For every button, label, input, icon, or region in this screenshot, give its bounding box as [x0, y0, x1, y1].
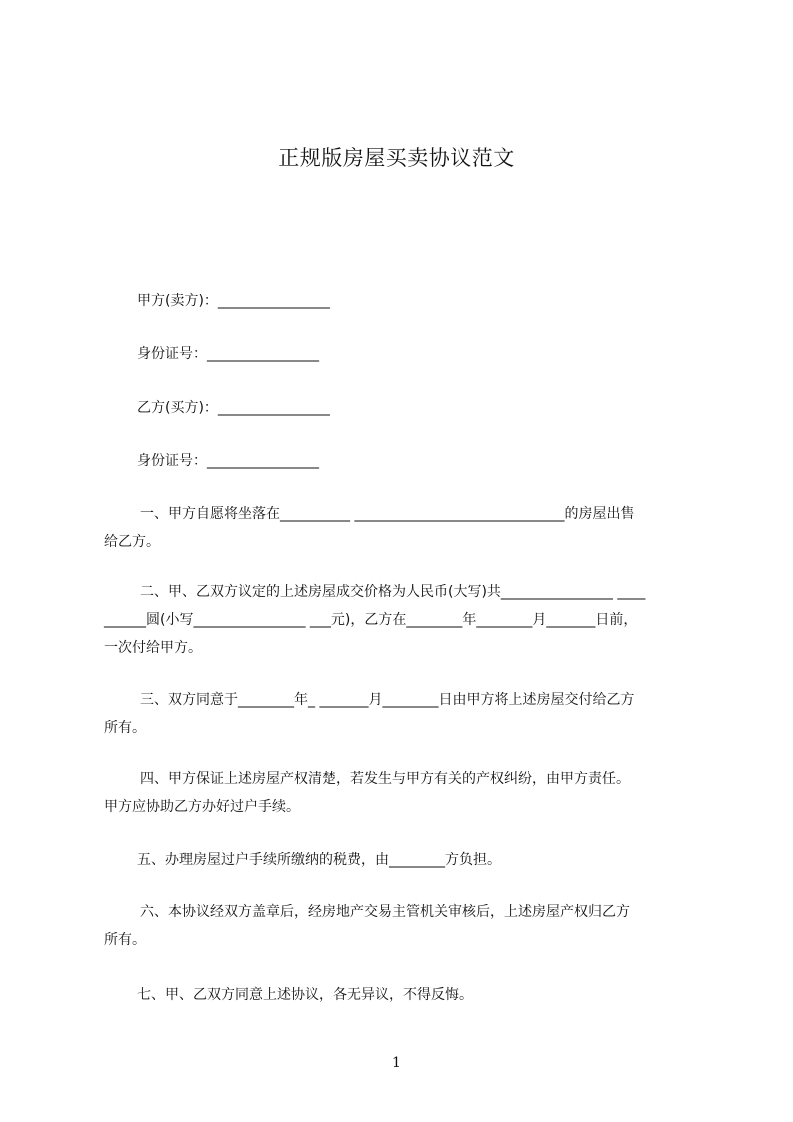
buyer-id-field: 身份证号：________________ — [137, 453, 319, 469]
clause-2 — [104, 578, 704, 662]
clause-5 — [104, 846, 704, 874]
clause-4 — [104, 765, 704, 821]
clause-3 — [104, 686, 704, 742]
document-title: 正规版房屋买卖协议范文 — [278, 146, 515, 170]
clause-2-line-2: ______圆(小写________________ ___元)，乙方在________年________月_______日前， — [104, 612, 638, 628]
seller-field: 甲方(卖方)：________________ — [137, 293, 330, 309]
clause-4-line-2: 甲方应协助乙方办好过户手续。 — [104, 799, 300, 815]
page-number: 1 — [392, 1055, 401, 1071]
clause-2-line-3: 一次付给甲方。 — [104, 640, 202, 656]
clause-3-line-1: 三、双方同意于________年_ _______月________日由甲方将上述房屋交付给乙方 — [140, 692, 635, 708]
seller-id-field: 身份证号：________________ — [137, 346, 319, 362]
clause-7-line-1: 七、甲、乙双方同意上述协议，各无异议，不得反悔。 — [137, 987, 473, 1003]
clause-1-line-2: 给乙方。 — [104, 534, 160, 550]
clause-7 — [104, 981, 704, 1009]
buyer-field: 乙方(买方)：________________ — [137, 400, 330, 416]
clause-3-line-2: 所有。 — [104, 720, 146, 736]
clause-1 — [104, 500, 704, 556]
clause-2-line-1: 二、甲、乙双方议定的上述房屋成交价格为人民币(大写)共________________ ____ — [140, 584, 646, 600]
clause-6-line-1: 六、本协议经双方盖章后，经房地产交易主管机关审核后，上述房屋产权归乙方 — [140, 904, 630, 920]
clause-6 — [104, 898, 704, 954]
clause-4-line-1: 四、甲方保证上述房屋产权清楚，若发生与甲方有关的产权纠纷，由甲方责任。 — [140, 771, 630, 787]
clause-1-line-1: 一、甲方自愿将坐落在__________ ______________________________的房屋出售 — [140, 506, 635, 522]
clause-6-line-2: 所有。 — [104, 932, 146, 948]
clause-5-line-1: 五、办理房屋过户手续所缴纳的税费，由________方负担。 — [137, 852, 501, 868]
